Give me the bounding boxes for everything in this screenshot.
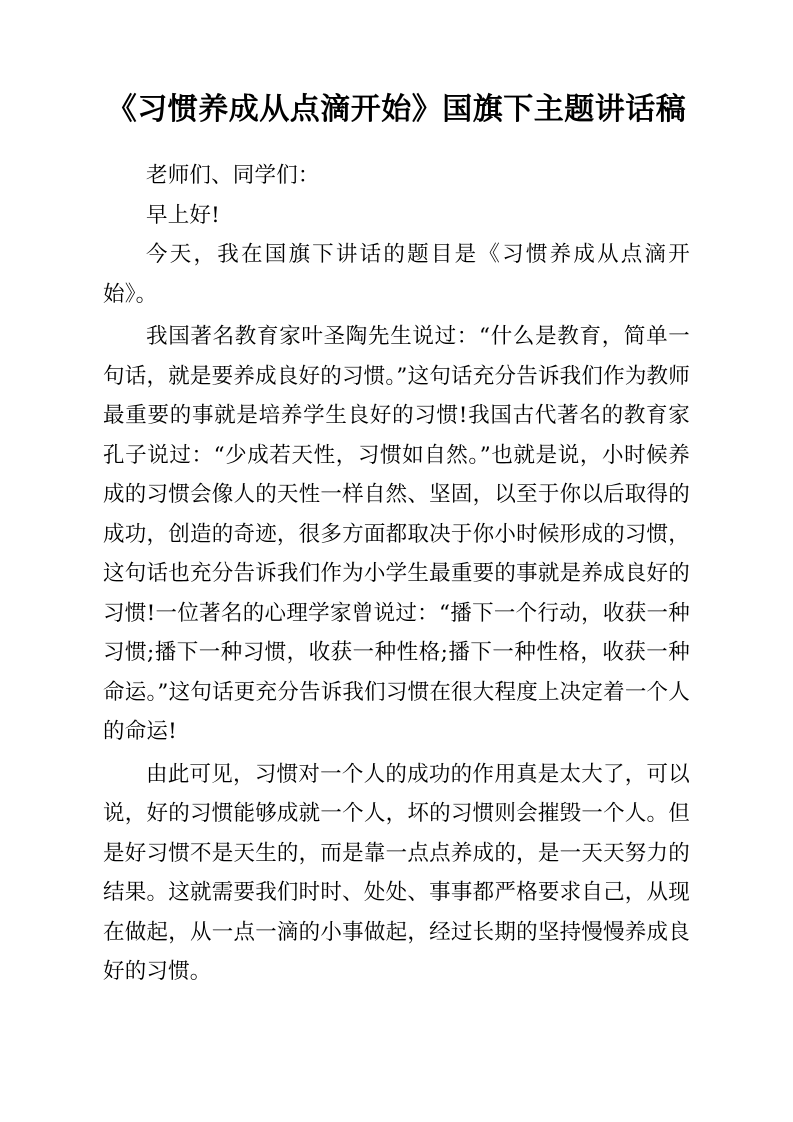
paragraph-greeting: 早上好! <box>146 202 220 228</box>
page-title: 《习惯养成从点滴开始》国旗下主题讲话稿 <box>106 92 687 127</box>
paragraph-quotes: 我国著名教育家叶圣陶先生说过：“什么是教育，简单一句话，就是要养成良好的习惯。”这句话充分告诉我们作为教师最重要的事就是培养学生良好的习惯!我国古代著名的教育家孔子说过：“少成若天性，习惯如自然。”也就是说，小时候养成的习惯会像人的天性一样自然、坚固，以至于你以后取得的成功，创造的奇迹，很多方面都取决于你小时候形成的习惯，这句话也充分告诉我们作为小学生最重要的事就是养成良好的习惯!一位著名的心理学家曾说过：“播下一个行动，收获一种习惯;播下一种习惯，收获一种性格;播下一种性格，收获一种命运。”这句话更充分告诉我们习惯在很大程度上决定着一个人的命运! <box>103 324 690 744</box>
paragraph-salutation: 老师们、同学们： <box>146 163 320 188</box>
document-content <box>103 88 690 992</box>
paragraph-topic: 今天，我在国旗下讲话的题目是《习惯养成从点滴开始》。 <box>103 242 690 307</box>
paragraph-conclusion: 由此可见，习惯对一个人的成功的作用真是太大了，可以说，好的习惯能够成就一个人，坏的习惯则会摧毁一个人。但是好习惯不是天生的，而是靠一点点养成的，是一天天努力的结果。这就需要我们时时、处处、事事都严格要求自己，从现在做起，从一点一滴的小事做起，经过长期的坚持慢慢养成良好的习惯。 <box>103 761 690 984</box>
document-body <box>103 156 690 992</box>
